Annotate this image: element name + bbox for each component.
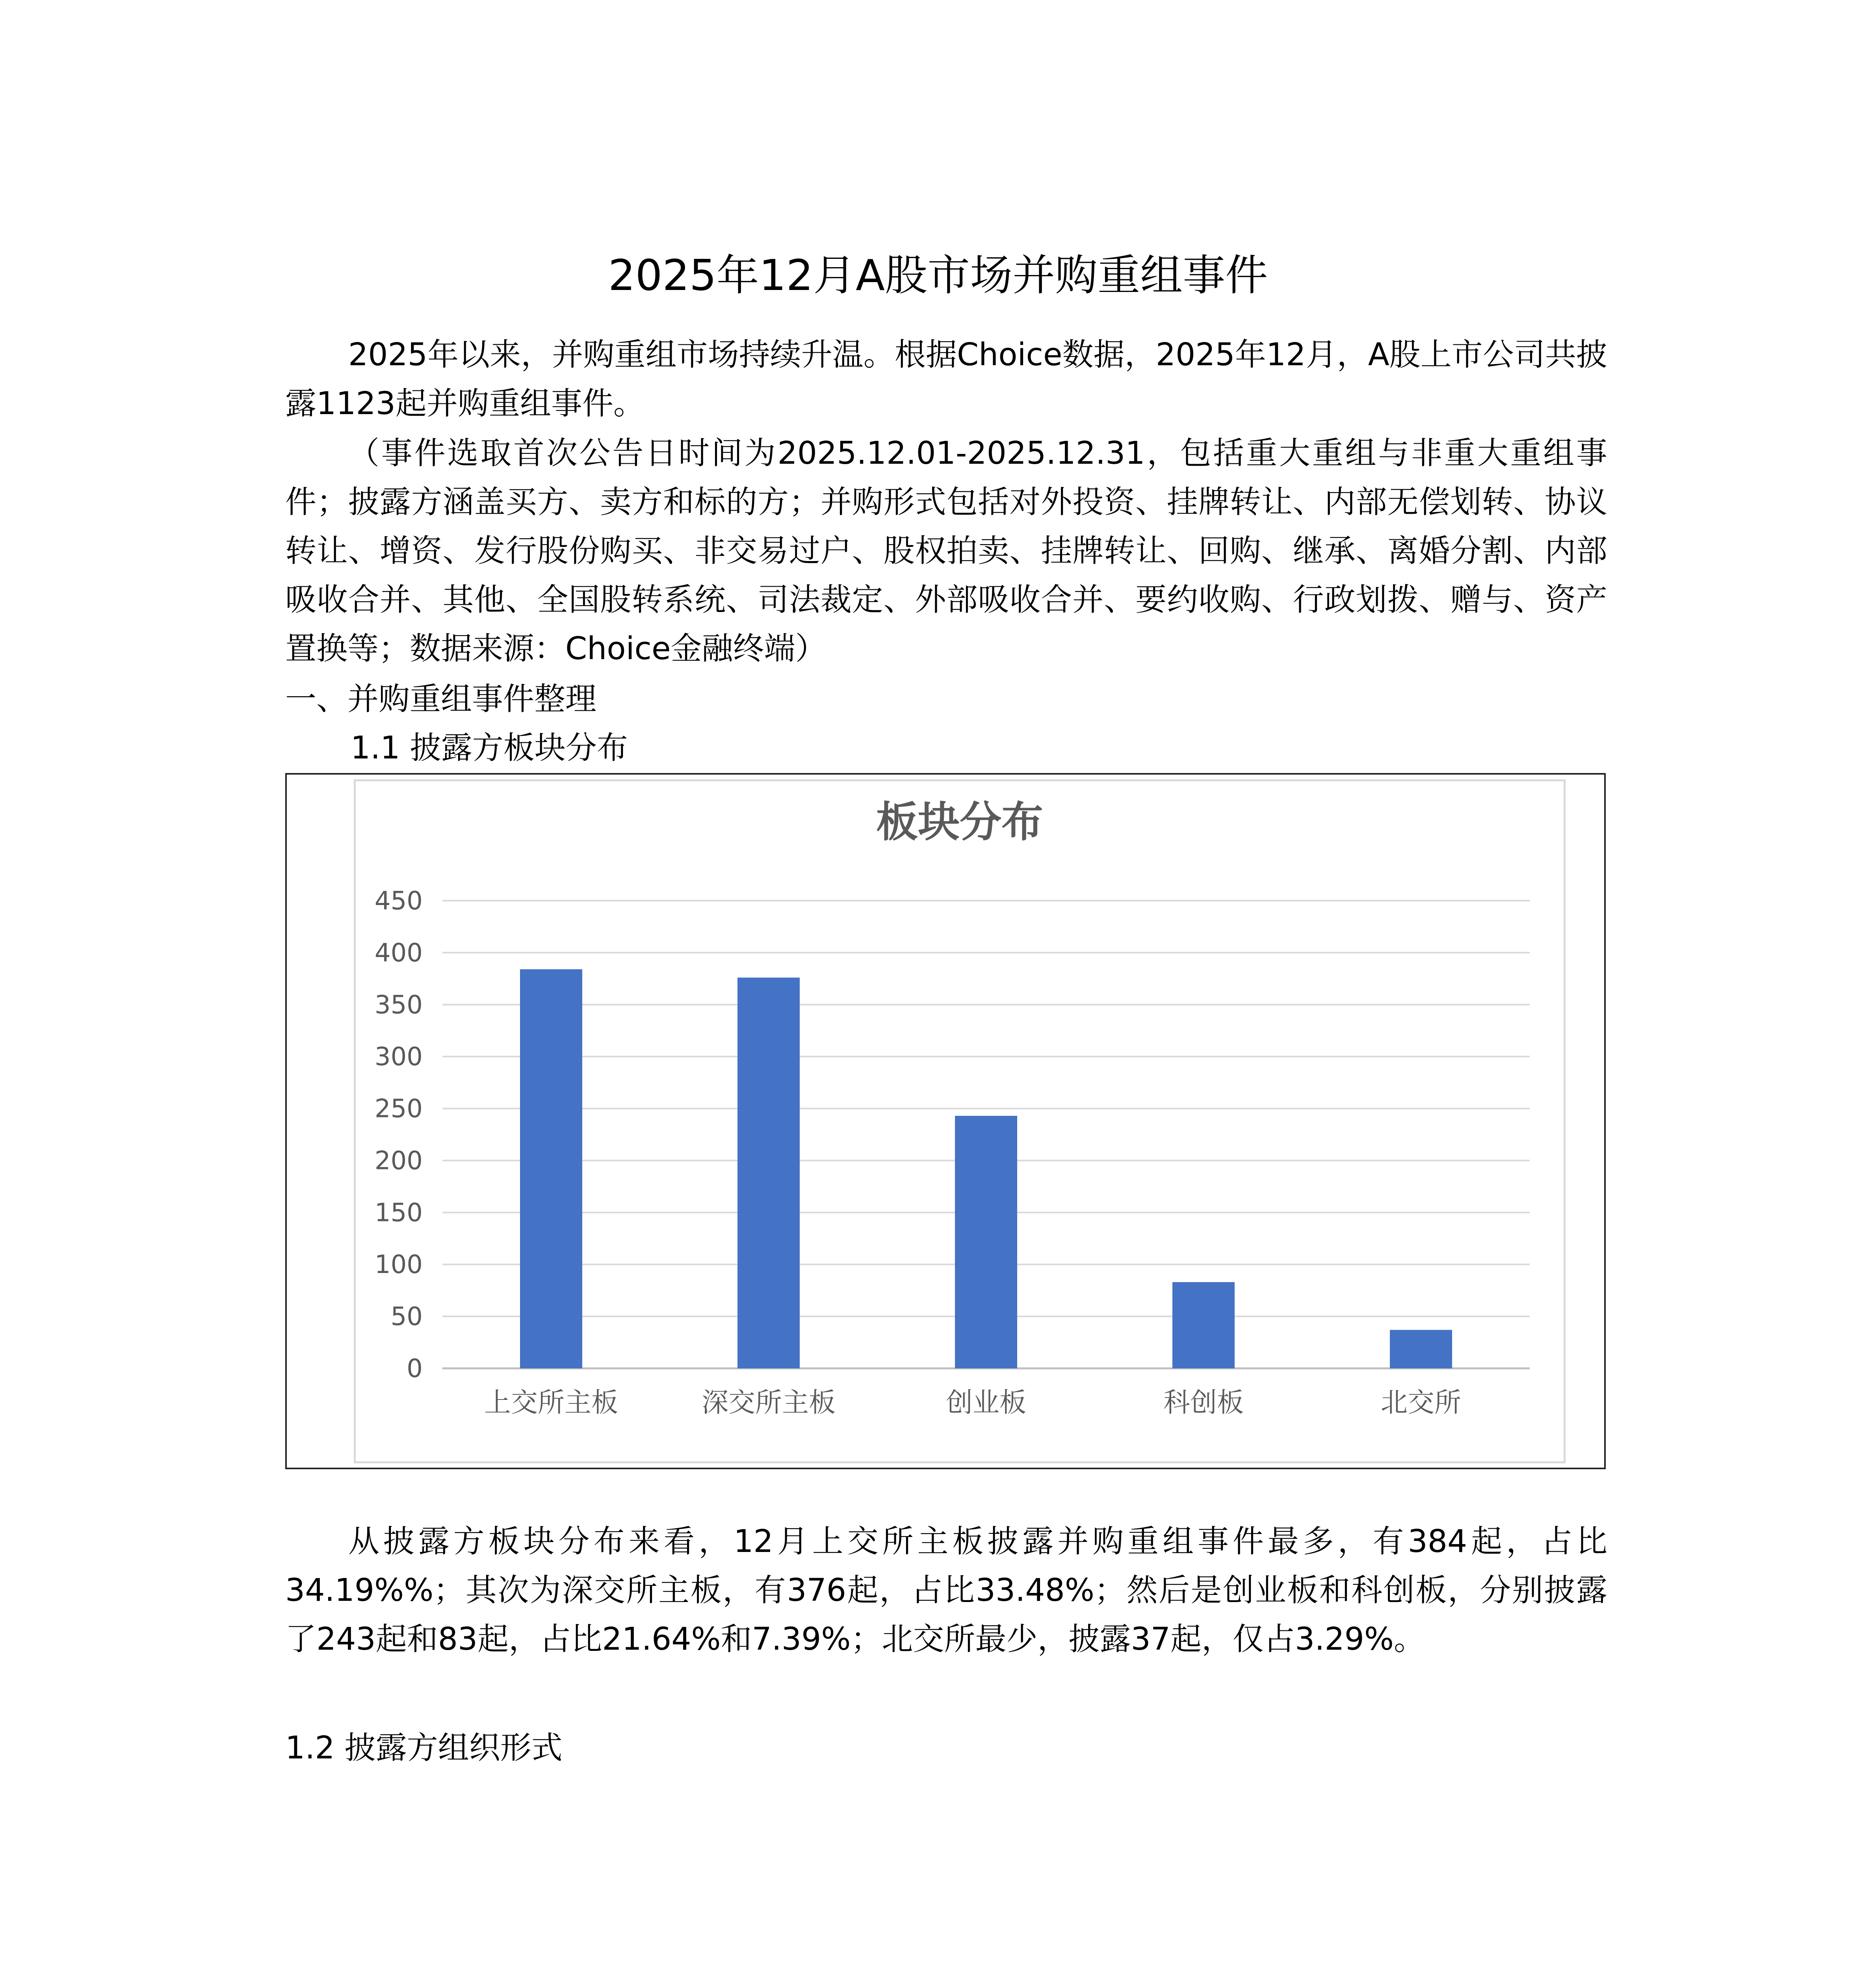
x-tick-label: 北交所 (1380, 1387, 1462, 1418)
y-tick-label: 100 (374, 1250, 423, 1280)
x-tick-label: 上交所主板 (484, 1387, 619, 1418)
y-tick-label: 200 (374, 1146, 423, 1176)
y-tick-label: 350 (374, 990, 423, 1020)
bar-2 (737, 978, 800, 1368)
page-title: 2025年12月A股市场并购重组事件 (608, 251, 1268, 300)
note-paragraph: （事件选取首次公告日时间为2025.12.01-2025.12.31，包括重大重组与非重大重组事件；披露方涵盖买方、卖方和标的方；并购形式包括对外投资、挂牌转让、内部无偿划转、协议转让、增资、发行股份购买、非交易过户、股权拍卖、挂牌转让、回购、继承、离婚分割、内部吸收合并、其他、全国股转系统、司法裁定、外部吸收合并、要约收购、行政划拨、赠与、资产置换等；数据来源：Choice金融终端） (285, 435, 1607, 667)
x-tick-label: 科创板 (1163, 1387, 1244, 1418)
y-tick-label: 150 (374, 1198, 423, 1228)
y-tick-label: 450 (374, 886, 423, 916)
y-tick-label: 50 (390, 1302, 423, 1332)
bar-1 (520, 969, 582, 1368)
section-heading-1-2: 1.2 披露方组织形式 (285, 1730, 563, 1766)
x-tick-label: 深交所主板 (701, 1387, 836, 1418)
section-heading-1: 一、并购重组事件整理 (285, 681, 596, 717)
intro-paragraph: 2025年以来，并购重组市场持续升温。根据Choice数据，2025年12月，A股上市公司共披露1123起并购重组事件。 (285, 336, 1607, 422)
y-tick-label: 400 (374, 938, 423, 968)
y-tick-label: 250 (374, 1094, 423, 1124)
bar-5 (1390, 1330, 1452, 1368)
section-heading-1-1: 1.1 披露方板块分布 (351, 730, 628, 766)
y-tick-label: 0 (407, 1354, 423, 1383)
chart-title: 板块分布 (876, 798, 1043, 846)
x-tick-label: 创业板 (945, 1387, 1027, 1418)
y-tick-label: 300 (374, 1042, 423, 1072)
bar-chart (356, 781, 1564, 1461)
chart-frame (285, 773, 1606, 1469)
chart-area (354, 779, 1566, 1463)
bar-4 (1172, 1282, 1235, 1368)
analysis-paragraph: 从披露方板块分布来看，12月上交所主板披露并购重组事件最多，有384起，占比34.19%%；其次为深交所主板，有376起，占比33.48%；然后是创业板和科创板，分别披露了243起和83起，占比21.64%和7.39%；北交所最少，披露37起，仅占3.29%。 (285, 1523, 1607, 1657)
bar-3 (955, 1116, 1017, 1368)
